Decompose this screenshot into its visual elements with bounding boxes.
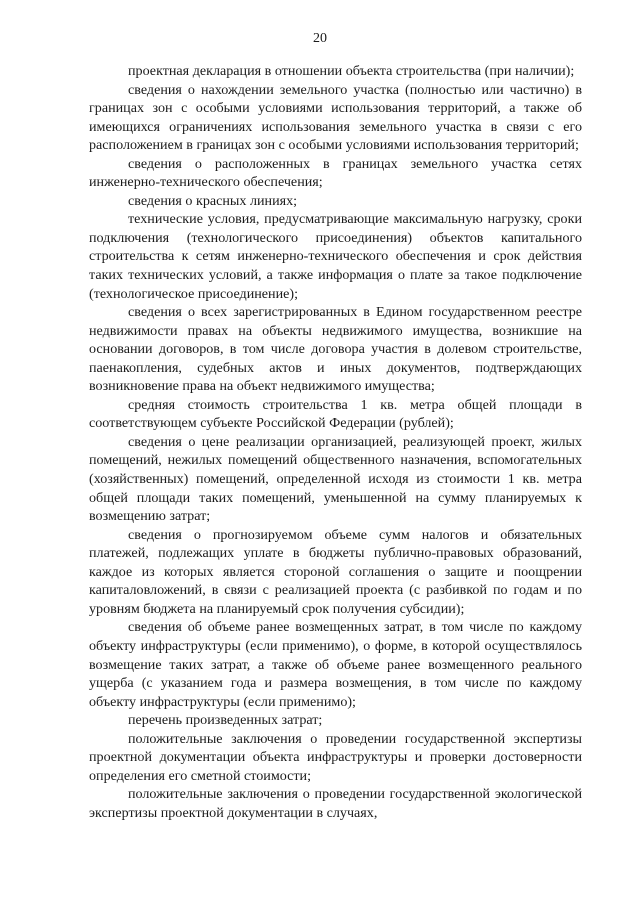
paragraph-technical-conditions: технические условия, предусматривающие максимальную нагрузку, сроки подключения (технологического присоединения) объектов капитального строительства к сетям инженерно-технического обеспечения и срок действия таких технических условий, а также информация о плате за такое подключение (технологическое присоединение); (89, 211, 582, 302)
paragraph-reimbursed-costs: сведения об объеме ранее возмещенных затрат, в том числе по каждому объекту инфраструктуры (если применимо), о форме, в которой осуществлялось возмещение таких затрат, а также об объеме ранее возмещенного реального ущерба (с указанием года и размера возмещения, в том числе по каждому объекту инфраструктуры (если применимо); (89, 619, 582, 710)
paragraph-project-declaration: проектная декларация в отношении объекта строительства (при наличии); (128, 63, 575, 79)
paragraph-sale-price: сведения о цене реализации организацией, реализующей проект, жилых помещений, нежилых помещений общественного назначения, вспомогательных (хозяйственных) помещений, определенной исходя из стоимости 1 кв. метра общей площади таких помещений, уменьшенной на сумму планируемых к возмещению затрат; (89, 433, 582, 525)
paragraph-average-cost: средняя стоимость строительства 1 кв. метра общей площади в соответствующем субъекте Российской Федерации (рублей); (89, 396, 582, 432)
document-body (89, 62, 582, 822)
paragraph-red-lines: сведения о красных линиях; (128, 192, 298, 209)
paragraph-land-plot-zones: сведения о нахождении земельного участка (полностью или частично) в границах зон с особыми условиями использования территорий, а также об имеющихся ограничениях использования земельного участка в связи с его расположением в границах зон с особыми условиями использования территорий; (89, 81, 582, 154)
paragraph-costs-list: перечень произведенных затрат; (128, 712, 323, 729)
paragraph-ecological-expertise: положительные заключения о проведении государственной экологической экспертизы проектной документации в случаях, (89, 786, 582, 821)
paragraph-registered-rights: сведения о всех зарегистрированных в Едином государственном реестре недвижимости правах на объекты недвижимого имущества, возникшие на основании договоров, в том числе договора участия в долевом строительстве, паенакопления, судебных актов и иных документов, подтверждающих возникновение права на объект недвижимого имущества; (89, 304, 582, 395)
page-number: 20 (313, 31, 327, 46)
paragraph-forecast-taxes: сведения о прогнозируемом объеме сумм налогов и обязательных платежей, подлежащих уплате в бюджеты публично-правовых образований, каждое из которых является стороной соглашения о защите и поощрении капиталовложений, в связи с реализацией проекта (с разбивкой по годам и по уровням бюджета на планируемый срок получения субсидии); (89, 526, 582, 617)
paragraph-state-expertise: положительные заключения о проведении государственной экспертизы проектной документации объекта инфраструктуры и проверки достоверности определения его сметной стоимости; (89, 730, 582, 784)
paragraph-engineering-networks: сведения о расположенных в границах земельного участка сетях инженерно-технического обеспечения; (89, 155, 582, 191)
